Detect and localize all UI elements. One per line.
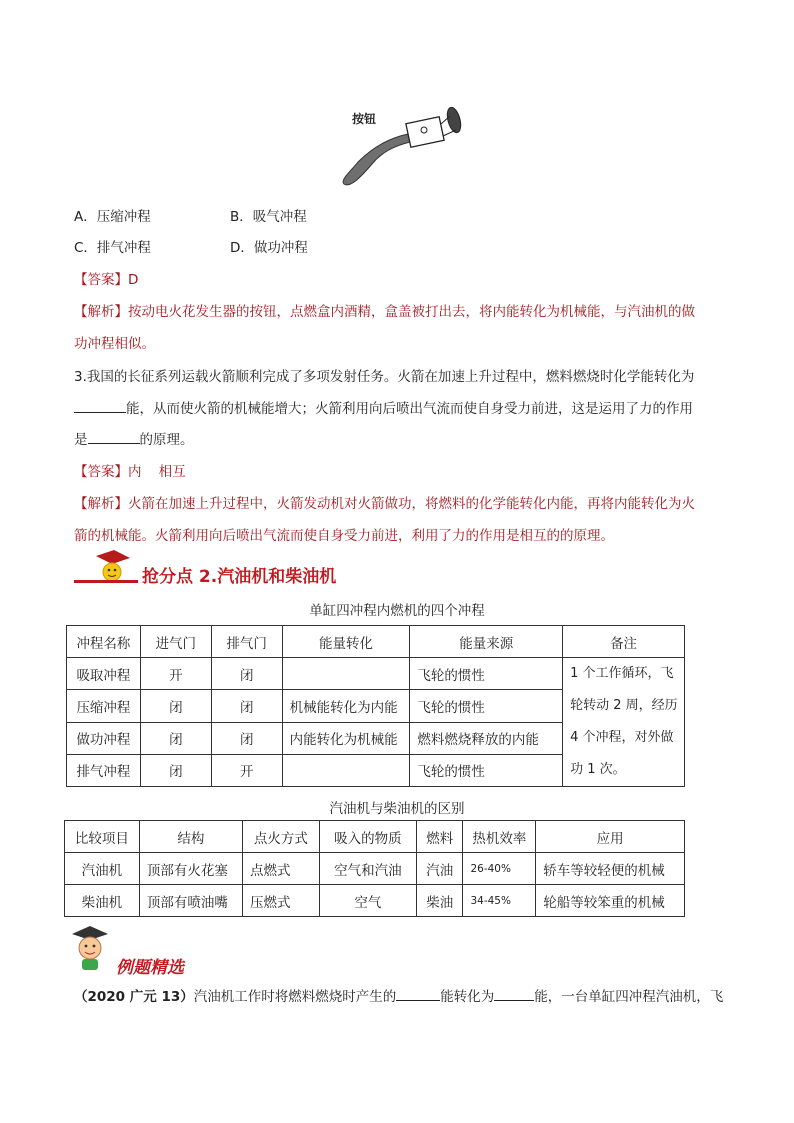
table-cell: 点燃式 (243, 853, 320, 885)
note-line: 4 个冲程，对外做 (570, 730, 674, 745)
q2-analysis-line-2: 功冲程相似。 (74, 336, 155, 352)
analysis-tag: 【解析】 (74, 496, 128, 512)
table-cell: 顶部有喷油嘴 (139, 885, 242, 917)
question-text-3: 能，一台单缸四冲程汽油机，飞 (534, 989, 724, 1005)
table-cell: 轿车等较轻便的机械 (536, 853, 685, 885)
table-header: 能量转化 (282, 626, 410, 658)
option-c: C．排气冲程 (74, 240, 151, 256)
analysis-text: 火箭在加速上升过程中，火箭发动机对火箭做功，将燃料的化学能转化内能，再将内能转化为火 (128, 496, 695, 512)
answer-tag: 【答案】 (74, 464, 128, 480)
q3-line-3-prefix: 是 (74, 432, 88, 448)
spark-generator-drawing (330, 100, 470, 190)
table-cell: 机械能转化为内能 (282, 690, 410, 722)
gasoline-diesel-table (64, 820, 685, 917)
table1-note-cell (563, 658, 685, 787)
table-cell: 轮船等较笨重的机械 (536, 885, 685, 917)
blank-4 (494, 988, 534, 1001)
table-cell: 燃料燃烧释放的内能 (410, 722, 563, 754)
table-cell: 闭 (140, 754, 211, 786)
table-cell: 空气 (319, 885, 416, 917)
table-header: 能量来源 (410, 626, 563, 658)
table-header: 进气门 (140, 626, 211, 658)
table-cell: 飞轮的惯性 (410, 754, 563, 786)
graduation-cap-icon (74, 548, 138, 584)
question-text-2: 能转化为 (440, 989, 495, 1005)
table-row (65, 853, 685, 885)
note-line: 1 个工作循环，飞 (570, 666, 674, 681)
q3-line-2-text: 能，从而使火箭的机械能增大；火箭利用向后喷出气流而使自身受力前进，这是运用了力的作用 (126, 401, 693, 417)
example-title: 例题精选 (116, 958, 184, 978)
q3-line-3 (74, 431, 194, 449)
table-cell: 26-40% (463, 853, 536, 885)
table-cell: 内能转化为机械能 (282, 722, 410, 754)
table-header: 燃料 (416, 821, 463, 853)
table-header: 热机效率 (463, 821, 536, 853)
table-header: 冲程名称 (67, 626, 141, 658)
analysis-text: 按动电火花发生器的按钮，点燃盒内酒精，盒盖被打出去，将内能转化为机械能，与汽油机的做 (128, 304, 695, 320)
table-cell: 汽油机 (65, 853, 140, 885)
table-cell: 压缩冲程 (67, 690, 141, 722)
table-cell: 闭 (211, 722, 282, 754)
table-header: 备注 (563, 626, 685, 658)
answer-tag: 【答案】 (74, 272, 128, 288)
table-cell: 顶部有火花塞 (139, 853, 242, 885)
answer-value: 内 相互 (128, 464, 186, 480)
table-header: 点火方式 (243, 821, 320, 853)
table-cell: 开 (140, 658, 211, 690)
table2-header-row (65, 821, 685, 853)
question-text-1: 汽油机工作时将燃料燃烧时产生的 (193, 989, 397, 1005)
four-stroke-table (66, 625, 685, 787)
table-cell: 飞轮的惯性 (410, 658, 563, 690)
table-header: 结构 (139, 821, 242, 853)
q3-answer (74, 463, 186, 481)
button-label: 按钮 (352, 112, 377, 126)
q3-line-2 (74, 400, 693, 418)
table-cell (282, 754, 410, 786)
note-line: 轮转动 2 周，经历 (570, 698, 678, 713)
table-cell: 34-45% (463, 885, 536, 917)
table-cell: 柴油 (416, 885, 463, 917)
blank-2 (88, 431, 140, 444)
q2-analysis-line-1 (74, 303, 695, 321)
q3-line-3-suffix: 的原理。 (139, 432, 194, 448)
table-row (67, 658, 685, 690)
table-cell: 柴油机 (65, 885, 140, 917)
q2-answer (74, 271, 138, 289)
table-cell: 开 (211, 754, 282, 786)
mascot-icon (66, 924, 114, 972)
analysis-tag: 【解析】 (74, 304, 128, 320)
option-b: B．吸气冲程 (230, 209, 307, 225)
blank-1 (74, 400, 126, 413)
blank-3 (396, 988, 440, 1001)
table-cell: 吸取冲程 (67, 658, 141, 690)
table-cell: 闭 (140, 690, 211, 722)
q3-line-1: 3.我国的长征系列运载火箭顺利完成了多项发射任务。火箭在加速上升过程中，燃料燃烧时化学能转化为 (74, 369, 695, 385)
table-cell: 闭 (211, 658, 282, 690)
option-a: A．压缩冲程 (74, 209, 151, 225)
q3-analysis-line-1 (74, 495, 695, 513)
table-cell: 空气和汽油 (319, 853, 416, 885)
table-header: 比较项目 (65, 821, 140, 853)
question-source: （2020 广元 13） (74, 989, 194, 1005)
q3-analysis-line-2: 箭的机械能。火箭利用向后喷出气流而使自身受力前进，利用了力的作用是相互的的原理。 (74, 528, 614, 544)
table1-caption: 单缸四冲程内燃机的四个冲程 (309, 603, 485, 619)
table-cell: 飞轮的惯性 (410, 690, 563, 722)
table-row (65, 885, 685, 917)
table-cell: 压燃式 (243, 885, 320, 917)
table-header: 应用 (536, 821, 685, 853)
table1-header-row (67, 626, 685, 658)
table-cell: 做功冲程 (67, 722, 141, 754)
table-cell: 闭 (211, 690, 282, 722)
spark-generator-figure (330, 100, 470, 190)
table-cell (282, 658, 410, 690)
table2-caption: 汽油机与柴油机的区别 (329, 801, 465, 817)
table-header: 吸入的物质 (319, 821, 416, 853)
answer-value: D (128, 272, 139, 288)
table-cell: 汽油 (416, 853, 463, 885)
note-line: 功 1 次。 (570, 762, 626, 777)
table-cell: 闭 (140, 722, 211, 754)
option-d: D．做功冲程 (230, 240, 308, 256)
table-cell: 排气冲程 (67, 754, 141, 786)
section-title: 抢分点 2.汽油机和柴油机 (142, 567, 337, 587)
table-header: 排气门 (211, 626, 282, 658)
example-question (74, 988, 723, 1006)
